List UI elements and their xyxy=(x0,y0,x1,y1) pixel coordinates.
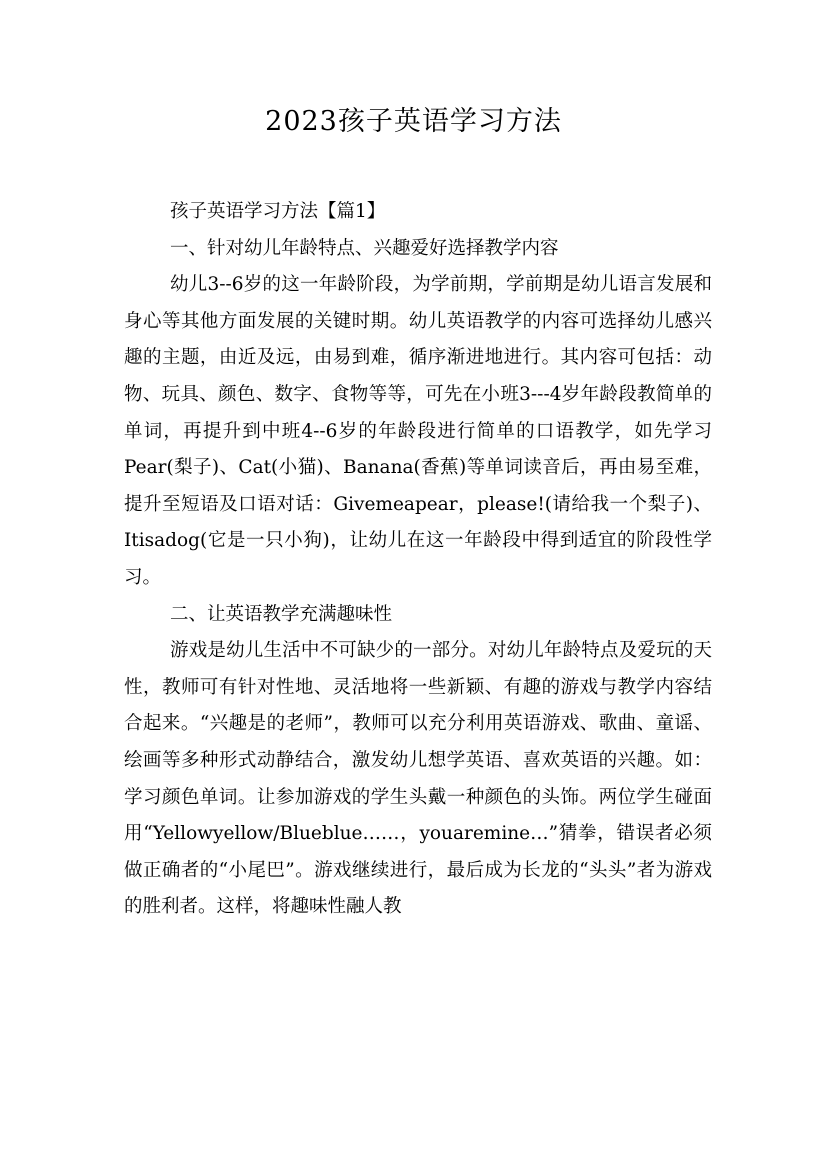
body-paragraph: 游戏是幼儿生活中不可缺少的一部分。对幼儿年龄特点及爱玩的天性，教师可有针对性地、灵活地将一些新颖、有趣的游戏与教学内容结合起来。“兴趣是的老师”，教师可以充分利用英语游戏、歌曲、童谣、绘画等多种形式动静结合，激发幼儿想学英语、喜欢英语的兴趣。如：学习颜色单词。让参加游戏的学生头戴一种颜色的头饰。两位学生碰面用“Yellowyellow/Blueblue……，youaremine…”猜拳，错误者必须做正确者的“小尾巴”。游戏继续进行，最后成为长龙的“头头”者为游戏的胜利者。这样，将趣味性融人教 xyxy=(124,640,712,918)
subsection-heading: 二、让英语教学充满趣味性 xyxy=(170,603,393,625)
document-title: 2023孩子英语学习方法 xyxy=(265,106,562,137)
body-paragraph: 幼儿3--6岁的这一年龄阶段，为学前期，学前期是幼儿语言发展和身心等其他方面发展的关键时期。幼儿英语教学的内容可选择幼儿感兴趣的主题，由近及远，由易到难，循序渐进地进行。其内容可包括：动物、玩具、颜色、数字、食物等等，可先在小班3---4岁年龄段教简单的单词，再提升到中班4--6岁的年龄段进行简单的口语教学，如先学习Pear(梨子)、Cat(小猫)、Banana(香蕉)等单词读音后，再由易至难，提升至短语及口语对话：Givemeapear，please!(请给我一个梨子)、Itisadog(它是一只小狗)，让幼儿在这一年龄段中得到适宜的阶段性学习。 xyxy=(124,274,712,588)
subsection-heading: 一、针对幼儿年龄特点、兴趣爱好选择教学内容 xyxy=(170,237,559,259)
document-body xyxy=(124,194,712,926)
section-heading: 孩子英语学习方法【篇1】 xyxy=(170,201,386,222)
